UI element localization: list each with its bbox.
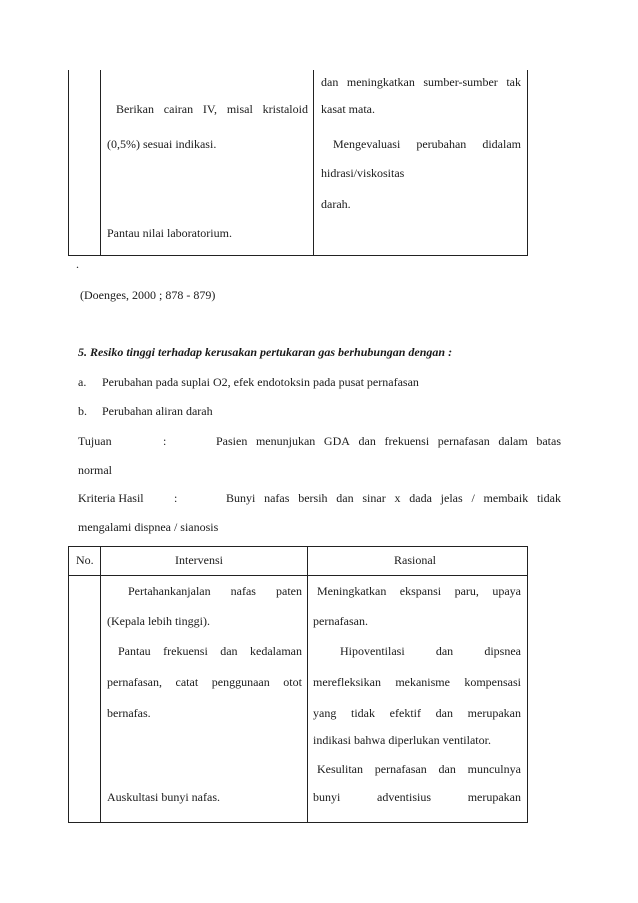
top-intervensi-line-1: Berikan cairan IV, misal kristaloid [116,102,308,116]
list-marker-b: b. [78,404,87,418]
list-item-a: Perubahan pada suplai O2, efek endotoksin pada pusat pernafasan [102,375,419,389]
table2-header-divider [68,575,528,576]
t2-rasional-line-5: yang tidak efektif dan merupakan [313,706,521,720]
top-intervensi-line-2: (0,5%) sesuai indikasi. [107,137,217,151]
tujuan-text-line-2: normal [78,463,112,477]
t2-intervensi-line-6: Auskultasi bunyi nafas. [107,790,220,804]
t2-intervensi-line-4: pernafasan, catat penggunaan otot [107,675,302,689]
t2-intervensi-line-2: (Kepala lebih tinggi). [107,614,210,628]
kriteria-text-line-1: Bunyi nafas bersih dan sinar x dada jelas / membaik tidak [226,491,561,505]
t2-rasional-line-4: merefleksikan mekanisme kompensasi [313,675,521,689]
top-table-border-bottom [68,255,528,256]
table2-border-top [68,546,528,547]
kriteria-colon: : [174,491,178,505]
t2-intervensi-line-1: Pertahankanjalan nafas paten [128,584,302,598]
table2-header-intervensi: Intervensi [175,553,223,567]
top-table-border-right [527,70,528,255]
t2-rasional-line-2: pernafasan. [313,614,368,628]
table2-header-no: No. [76,553,94,567]
top-table-border-left [68,70,69,255]
table2-border-col2 [307,546,308,823]
kriteria-label: Kriteria Hasil [78,491,144,505]
top-rasional-line-3: Mengevaluasi perubahan didalam [333,137,521,151]
t2-intervensi-line-5: bernafas. [107,706,151,720]
top-rasional-line-1: dan meningkatkan sumber-sumber tak [321,75,521,89]
t2-rasional-line-7: Kesulitan pernafasan dan munculnya [317,762,521,776]
t2-rasional-line-3: Hipoventilasi dan dipsnea [340,644,521,658]
table2-header-rasional: Rasional [394,553,436,567]
citation: (Doenges, 2000 ; 878 - 879) [80,288,216,302]
section-heading: 5. Resiko tinggi terhadap kerusakan pertukaran gas berhubungan dengan : [78,345,453,359]
tujuan-label: Tujuan [78,434,112,448]
table2-border-left [68,546,69,823]
tujuan-text-line-1: Pasien menunjukan GDA dan frekuensi pernafasan dalam batas [216,434,561,448]
stray-dot: . [76,257,79,271]
table2-border-col1 [100,546,101,823]
t2-rasional-line-6: indikasi bahwa diperlukan ventilator. [313,733,491,747]
t2-rasional-line-1: Meningkatkan ekspansi paru, upaya [317,584,521,598]
top-rasional-line-2: kasat mata. [321,102,375,116]
top-intervensi-line-3: Pantau nilai laboratorium. [107,226,232,240]
top-table-border-col1 [100,70,101,255]
list-marker-a: a. [78,375,87,389]
t2-rasional-line-8: bunyi adventisius merupakan [313,790,521,804]
t2-intervensi-line-3: Pantau frekuensi dan kedalaman [118,644,302,658]
top-rasional-line-5: darah. [321,197,351,211]
table2-border-right [527,546,528,823]
table2-border-bottom [68,822,528,823]
tujuan-colon: : [163,434,167,448]
top-rasional-line-4: hidrasi/viskositas [321,166,405,180]
list-item-b: Perubahan aliran darah [102,404,213,418]
kriteria-text-line-2: mengalami dispnea / sianosis [78,520,219,534]
top-table-border-col2 [313,70,314,255]
